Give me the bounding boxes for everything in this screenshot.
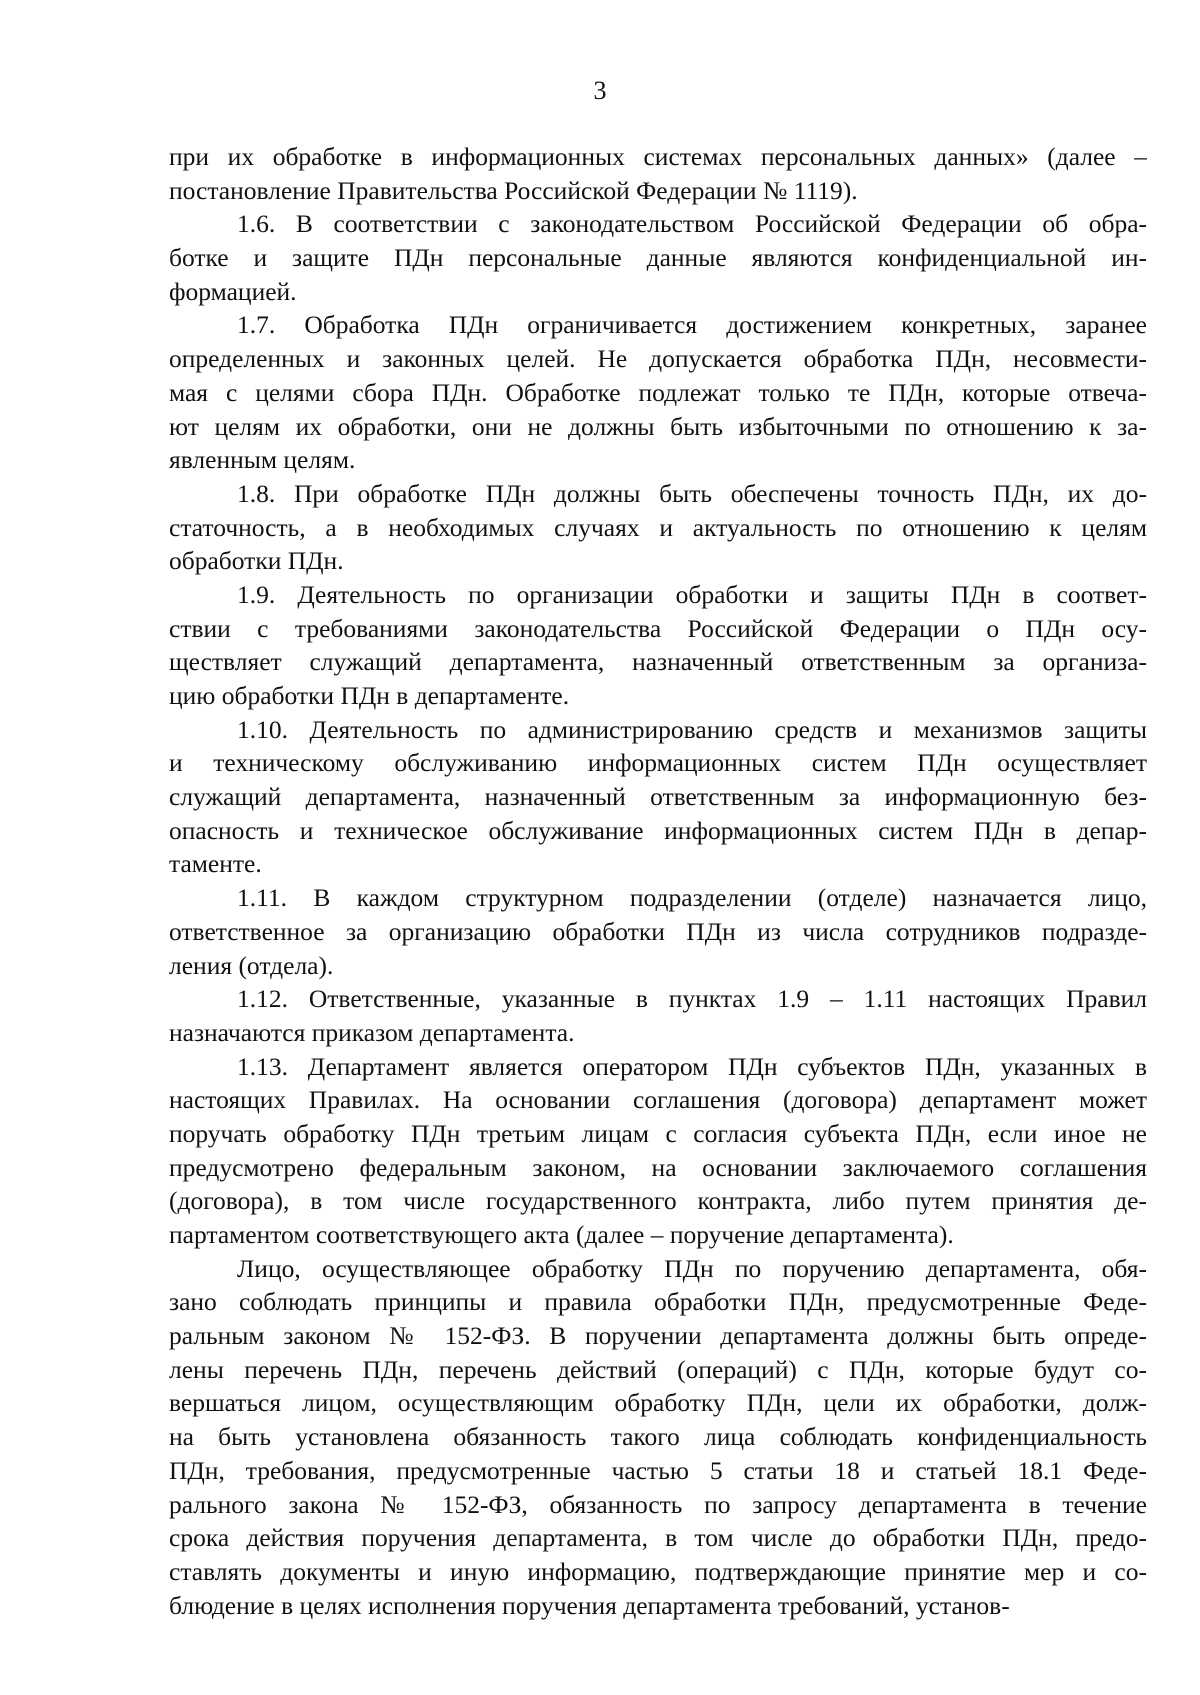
paragraph-p-1-11 xyxy=(169,881,1147,982)
text-line: 1.11. В каждом структурном подразделении (отделе) назначается лицо, xyxy=(237,883,1147,913)
text-line: определенных и законных целей. Не допускается обработка ПДн, несовмести- xyxy=(169,344,1147,374)
text-line: партаментом соответствующего акта (далее – поручение департамента). xyxy=(169,1220,954,1249)
text-line: ствии с требованиями законодательства Российской Федерации о ПДн осу- xyxy=(169,613,1147,643)
text-line: 1.9. Деятельность по организации обработки и защиты ПДн в соответ- xyxy=(237,579,1147,609)
text-line: ления (отдела). xyxy=(169,950,334,980)
text-line: 1.10. Деятельность по администрированию средств и механизмов защиты xyxy=(237,714,1147,744)
page-number: 3 xyxy=(593,76,607,105)
document-body xyxy=(169,140,1147,1622)
text-line: ют целям их обработки, они не должны быть избыточными по отношению к за- xyxy=(169,411,1147,441)
text-line: 1.6. В соответствии с законодательством Российской Федерации об обра- xyxy=(237,209,1147,239)
paragraph-p-1-13 xyxy=(169,1050,1147,1252)
text-line: явленным целям. xyxy=(169,445,356,475)
text-line: обработки ПДн. xyxy=(169,546,344,576)
text-line: ставлять документы и иную информацию, подтверждающие принятие мер и со- xyxy=(169,1556,1147,1586)
paragraph-p-1-6 xyxy=(169,207,1147,308)
paragraph-p-1-13-b xyxy=(169,1252,1147,1623)
text-line: зано соблюдать принципы и правила обработки ПДн, предусмотренные Феде- xyxy=(169,1287,1147,1317)
text-line: на быть установлена обязанность такого лица соблюдать конфиденциальность xyxy=(169,1422,1147,1452)
text-line: ществляет служащий департамента, назначенный ответственным за организа- xyxy=(169,647,1147,677)
text-line: при их обработке в информационных системах персональных данных» (далее – xyxy=(169,142,1147,171)
text-line: 1.13. Департамент является оператором ПДн субъектов ПДн, указанных в xyxy=(237,1051,1147,1081)
paragraph-p-1-12 xyxy=(169,982,1147,1049)
text-line: постановление Правительства Российской Федерации № 1119). xyxy=(169,175,858,205)
text-line: Лицо, осуществляющее обработку ПДн по поручению департамента, обя- xyxy=(237,1253,1147,1283)
text-line: лены перечень ПДн, перечень действий (операций) с ПДн, которые будут со- xyxy=(169,1354,1147,1384)
text-line: 1.8. При обработке ПДн должны быть обеспечены точность ПДн, их до- xyxy=(237,478,1147,508)
text-line: служащий департамента, назначенный ответственным за информационную без- xyxy=(169,782,1147,812)
text-line: ботке и защите ПДн персональные данные являются конфиденциальной ин- xyxy=(169,243,1147,273)
text-line: ральным законом № 152-ФЗ. В поручении департамента должны быть опреде- xyxy=(169,1321,1147,1351)
text-line: таменте. xyxy=(169,849,262,879)
paragraph-p-1-10 xyxy=(169,713,1147,881)
text-line: 1.12. Ответственные, указанные в пунктах 1.9 – 1.11 настоящих Правил xyxy=(237,984,1147,1014)
text-line: (договора), в том числе государственного контракта, либо путем принятия де- xyxy=(169,1186,1147,1216)
text-line: рального закона № 152-ФЗ, обязанность по запросу департамента в течение xyxy=(169,1489,1147,1519)
text-line: предусмотрено федеральным законом, на основании заключаемого соглашения xyxy=(169,1152,1147,1182)
text-line: формацией. xyxy=(169,276,297,306)
text-line: поручать обработку ПДн третьим лицам с согласия субъекта ПДн, если иное не xyxy=(169,1118,1147,1148)
text-line: опасность и техническое обслуживание информационных систем ПДн в депар- xyxy=(169,815,1147,845)
text-line: цию обработки ПДн в департаменте. xyxy=(169,681,570,710)
paragraph-p-1-8 xyxy=(169,477,1147,578)
paragraph-p-1-7 xyxy=(169,308,1147,476)
paragraph-p0-cont xyxy=(169,140,1147,207)
text-line: назначаются приказом департамента. xyxy=(169,1017,575,1047)
text-line: 1.7. Обработка ПДн ограничивается достижением конкретных, заранее xyxy=(237,310,1147,340)
text-line: вершаться лицом, осуществляющим обработку ПДн, цели их обработки, долж- xyxy=(169,1388,1147,1418)
text-line: мая с целями сбора ПДн. Обработке подлежат только те ПДн, которые отвеча- xyxy=(169,377,1147,407)
text-line: ПДн, требования, предусмотренные частью 5 статьи 18 и статьей 18.1 Феде- xyxy=(169,1455,1147,1485)
text-line: статочность, а в необходимых случаях и актуальность по отношению к целям xyxy=(169,512,1147,542)
text-line: блюдение в целях исполнения поручения департамента требований, установ- xyxy=(169,1590,1010,1620)
text-line: настоящих Правилах. На основании соглашения (договора) департамент может xyxy=(169,1085,1147,1115)
text-line: срока действия поручения департамента, в том числе до обработки ПДн, предо- xyxy=(169,1523,1147,1553)
text-line: ответственное за организацию обработки ПДн из числа сотрудников подразде- xyxy=(169,916,1147,946)
text-line: и техническому обслуживанию информационных систем ПДн осуществляет xyxy=(169,748,1147,778)
paragraph-p-1-9 xyxy=(169,578,1147,713)
